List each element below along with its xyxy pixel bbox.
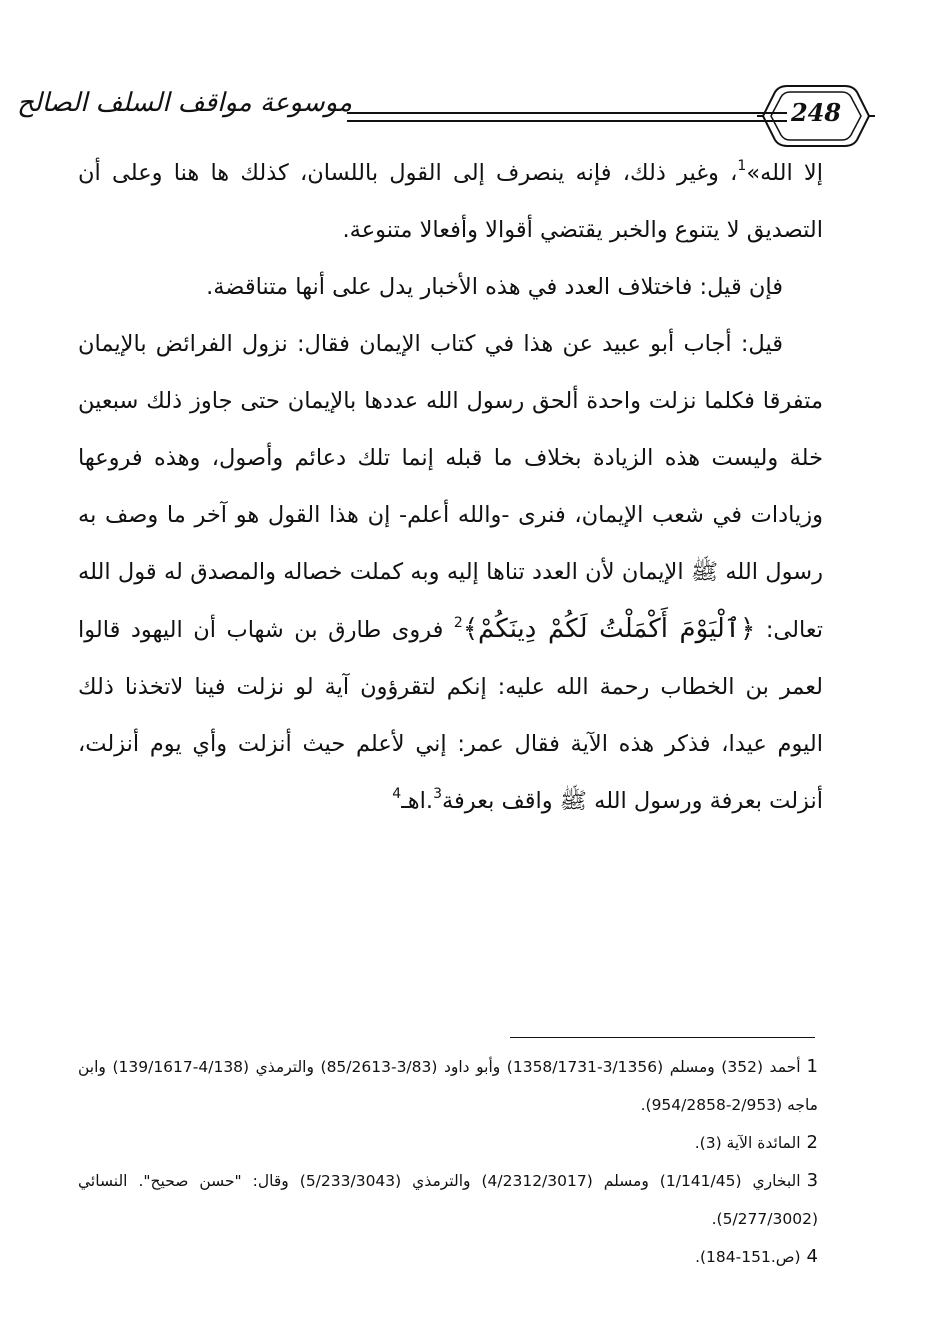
p3-end: .اهـ xyxy=(401,788,434,814)
footnote-separator xyxy=(510,1037,815,1038)
paragraph-3 xyxy=(78,316,823,830)
footnote-ref-1[interactable]: 1 xyxy=(737,158,747,174)
footnote-number: 4 xyxy=(806,1246,818,1267)
footnotes xyxy=(78,1048,818,1276)
footnote-text: المائدة الآية (3). xyxy=(694,1134,801,1152)
footnote-ref-2[interactable]: 2 xyxy=(453,615,463,631)
footnote-4 xyxy=(78,1238,818,1276)
paragraph-1 xyxy=(78,145,823,259)
p1-text-a: إلا الله» xyxy=(746,160,824,186)
page-number-badge xyxy=(757,78,875,154)
footnote-number: 2 xyxy=(806,1132,818,1153)
footnote-number: 1 xyxy=(806,1056,818,1077)
quran-verse: ﴿ٱلْيَوْمَ أَكْمَلْتُ لَكُمْ دِينَكُمْ﴾ xyxy=(462,614,756,644)
footnote-ref-4[interactable]: 4 xyxy=(392,786,402,802)
footnote-text: (ص.151-184). xyxy=(695,1248,801,1266)
footnote-text: البخاري (1/141/45) ومسلم (4/2312/3017) والترمذي (5/233/3043) وقال: "حسن صحيح". النسائي (5/277/3002). xyxy=(78,1172,818,1228)
footnote-ref-3[interactable]: 3 xyxy=(433,786,442,802)
p1-text-b: ، وغير ذلك، فإنه ينصرف إلى القول باللسان، كذلك ها هنا وعلى أن التصديق لا يتنوع والخبر يقتضي أقوالا وأفعالا متنوعة. xyxy=(78,160,823,243)
p3-text-b: فروى طارق بن شهاب أن اليهود قالوا لعمر بن الخطاب رحمة الله عليه: إنكم لتقرؤون آية لو نزلت فينا لاتخذنا ذلك اليوم عيدا، فذكر هذه الآية فقال عمر: إني لأعلم حيث أنزلت وأي يوم أنزلت، أنزلت بعرفة ورسول الله ﷺ واقف بعرفة xyxy=(78,617,823,814)
footnote-3 xyxy=(78,1162,818,1238)
header-rule xyxy=(347,112,787,122)
footnote-2 xyxy=(78,1124,818,1162)
paragraph-2: فإن قيل: فاختلاف العدد في هذه الأخبار يدل على أنها متناقضة. xyxy=(206,274,783,300)
footnote-number: 3 xyxy=(806,1170,819,1191)
book-title: موسوعة مواقف السلف الصالح xyxy=(17,88,352,118)
page-number: 248 xyxy=(790,98,842,127)
p3-text-a: قيل: أجاب أبو عبيد عن هذا في كتاب الإيمان فقال: نزول الفرائض بالإيمان متفرقا فكلما نزلت واحدة ألحق رسول الله عددها بالإيمان حتى جاوز ذلك سبعين خلة وليست هذه الزيادة بخلاف ما قبله إنما تلك دعائم وأصول، وهذه فروعها وزيادات في شعب الإيمان، فنرى -والله أعلم- إن هذا القول هو آخر ما وصف به رسول الله ﷺ الإيمان لأن العدد تناها إليه وبه كملت خصاله والمصدق له قول الله تعالى: xyxy=(78,331,823,643)
footnote-1 xyxy=(78,1048,818,1124)
main-text xyxy=(78,145,823,830)
footnote-text: أحمد (352) ومسلم (3/1356-1358/1731) وأبو داود (3/83-85/2613) والترمذي (4/138-139/1617) وابن ماجه (2/953-954/2858). xyxy=(78,1058,818,1114)
